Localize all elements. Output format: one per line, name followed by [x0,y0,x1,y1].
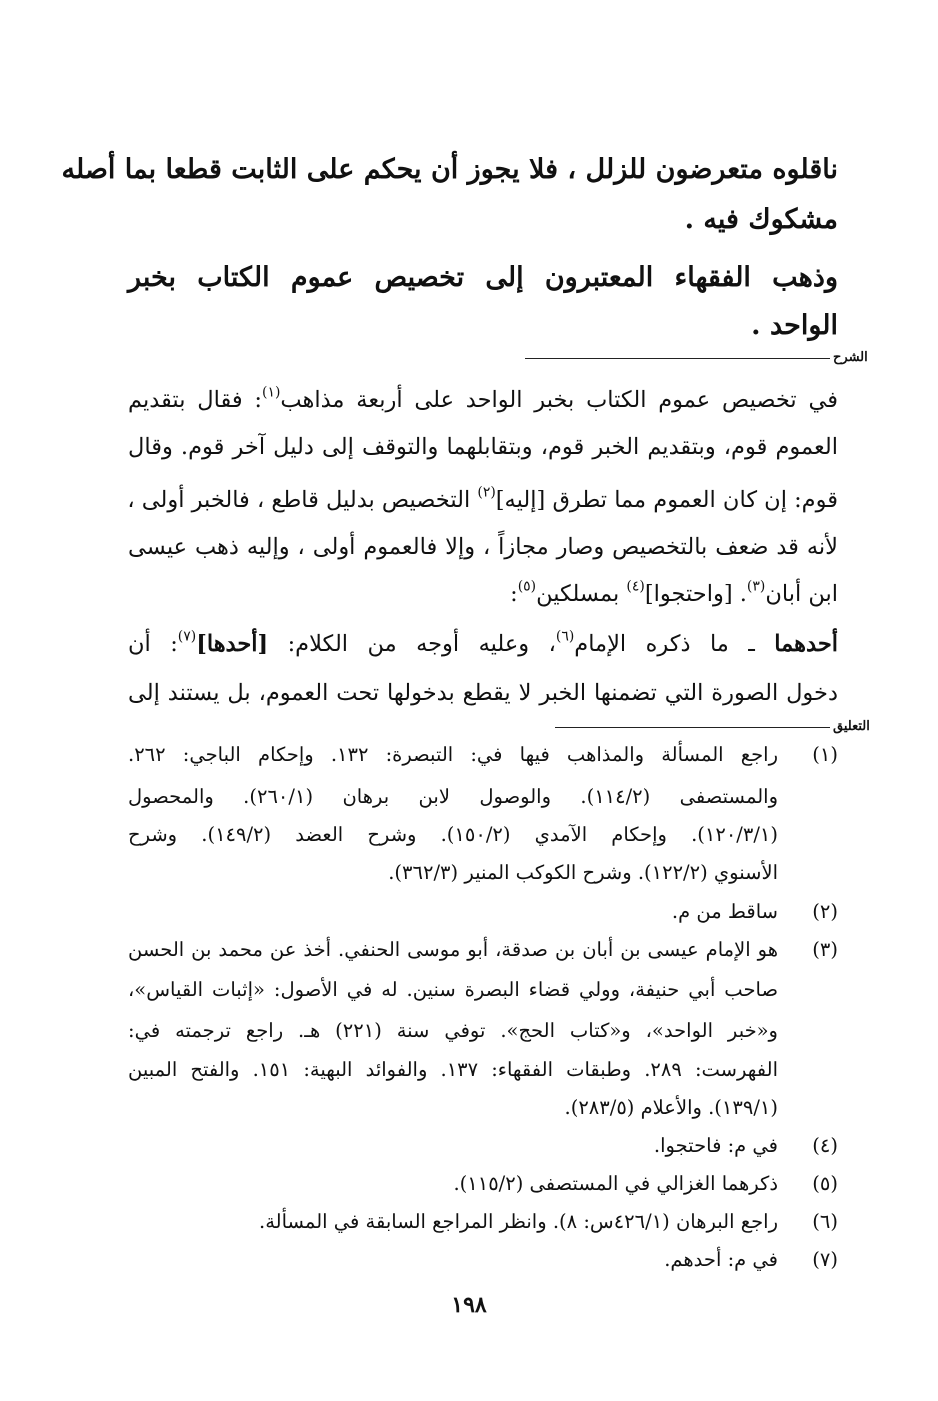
footnote-1-line-1: راجع المسألة والمذاهب فيها في: التبصرة: ١٣٢. وإحكام الباجي: ٢٦٢. [128,743,779,766]
footnote-3-line-2: صاحب أبي حنيفة، وولي قضاء البصرة سنين. له في الأصول: «إثبات القياس»، [128,978,778,1001]
footnote-ref-2: (٢) [477,484,496,501]
sharh-line-1-tail: : فقال بتقديم [128,387,262,413]
footnote-3-line-4: الفهرست: ٢٨٩. وطبقات الفقهاء: ١٣٧. والفوائد البهية: ١٥١. والفتح المبين [128,1058,778,1081]
footnote-number-3: (٣) [812,938,838,961]
sharh-line-6-bold2: [أحدها] [196,631,269,657]
sharh-label: الشرح [833,350,868,365]
sharh-line-5-b: . [واحتجوا] [644,581,747,607]
sharh-divider [525,358,830,359]
footnote-ref-6: (٦) [555,628,575,645]
matn-line-4: الواحد . [751,310,838,341]
sharh-line-3 [128,483,838,517]
sharh-line-3-text: قوم: إن كان العموم مما تطرق [إليه] [495,487,838,513]
footnote-ref-3: (٣) [746,578,766,595]
matn-line-1: ناقلوه متعرضون للزلل ، فلا يجوز أن يحكم على الثابت قطعا بما أصله [61,154,838,185]
footnote-number-4: (٤) [812,1134,838,1157]
sharh-line-5-d: : [510,581,518,607]
footnote-number-2: (٢) [812,900,838,923]
footnote-number-5: (٥) [812,1172,838,1195]
footnote-ref-7: (٧) [177,628,197,645]
sharh-line-6-b: ، وعليه أوجه من الكلام: [268,631,556,657]
sharh-line-2: العموم قوم، وبتقديم الخبر قوم، وبتقابلهما والتوقف إلى دليل آخر قوم. وقال [128,434,838,460]
sharh-line-5-c: بمسلكين [536,581,627,607]
footnote-1-line-4: الأسنوي (١٢٢/٢). وشرح الكوكب المنير (٣٦٢/٣). [388,861,778,884]
page-number: ١٩٨ [451,1292,487,1318]
footnote-number-1: (١) [812,743,838,766]
footnote-ref-4: (٤) [626,578,645,595]
sharh-line-6-a: ـ ما ذكره الإمام [574,631,775,657]
footnote-3-line-1: هو الإمام عيسى بن أبان بن صدقة، أبو موسى الحنفي. أخذ عن محمد بن الحسن [128,938,778,961]
sharh-line-6-c: : أن [128,631,178,657]
footnote-5-line-1: ذكرهما الغزالي في المستصفى (١١٥/٢). [453,1172,778,1195]
footnote-1-line-2: والمستصفى (١١٤/٢). والوصول لابن برهان (٢٦٠/١). والمحصول [128,785,779,808]
matn-line-2: مشكوك فيه . [684,204,838,235]
footnote-4-line-1: في م: فاحتجوا. [653,1134,778,1157]
footnote-3-line-5: (١٣٩/١). والأعلام (٢٨٣/٥). [564,1096,778,1119]
taliq-label: التعليق [833,719,870,734]
matn-line-3: وذهب الفقهاء المعتبرون إلى تخصيص عموم الكتاب بخبر [128,262,838,293]
footnote-2-line-1: ساقط من م. [671,900,778,923]
taliq-divider [555,727,830,728]
footnote-number-6: (٦) [812,1210,838,1233]
footnote-7-line-1: في م: أحدهم. [664,1248,778,1271]
footnote-6-line-1: راجع البرهان (٤٢٦/١س: ٨). وانظر المراجع السابقة في المسألة. [259,1210,778,1233]
sharh-line-1-text: في تخصيص عموم الكتاب بخبر الواحد على أربعة مذاهب [280,387,838,413]
footnote-1-line-3: (١٢٠/٣/١). وإحكام الآمدي (١٥٠/٢). وشرح العضد (١٤٩/٢). وشرح [128,823,779,846]
sharh-line-1 [128,383,838,417]
sharh-line-6-lead: أحدهما [774,631,838,657]
sharh-line-7: دخول الصورة التي تضمنها الخبر لا يقطع بدخولها تحت العموم، بل يستند إلى [128,680,838,706]
footnote-ref-1: (١) [262,384,281,401]
footnote-number-7: (٧) [812,1248,838,1271]
sharh-line-6 [128,627,838,661]
footnote-ref-5: (٥) [517,578,537,595]
footnote-3-line-3: و«خبر الواحد»، و«كتاب الحج». توفي سنة (٢٢١) هـ. راجع ترجمته في: [128,1019,778,1042]
sharh-line-4: لأنه قد ضعف بالتخصيص وصار مجازاً ، وإلا فالعموم أولى ، وإليه ذهب عيسى [128,534,838,560]
sharh-line-5 [128,577,838,611]
sharh-line-5-a: ابن أبان [765,581,838,607]
sharh-line-3-tail: التخصيص بدليل قاطع ، فالخبر أولى ، [127,487,478,513]
